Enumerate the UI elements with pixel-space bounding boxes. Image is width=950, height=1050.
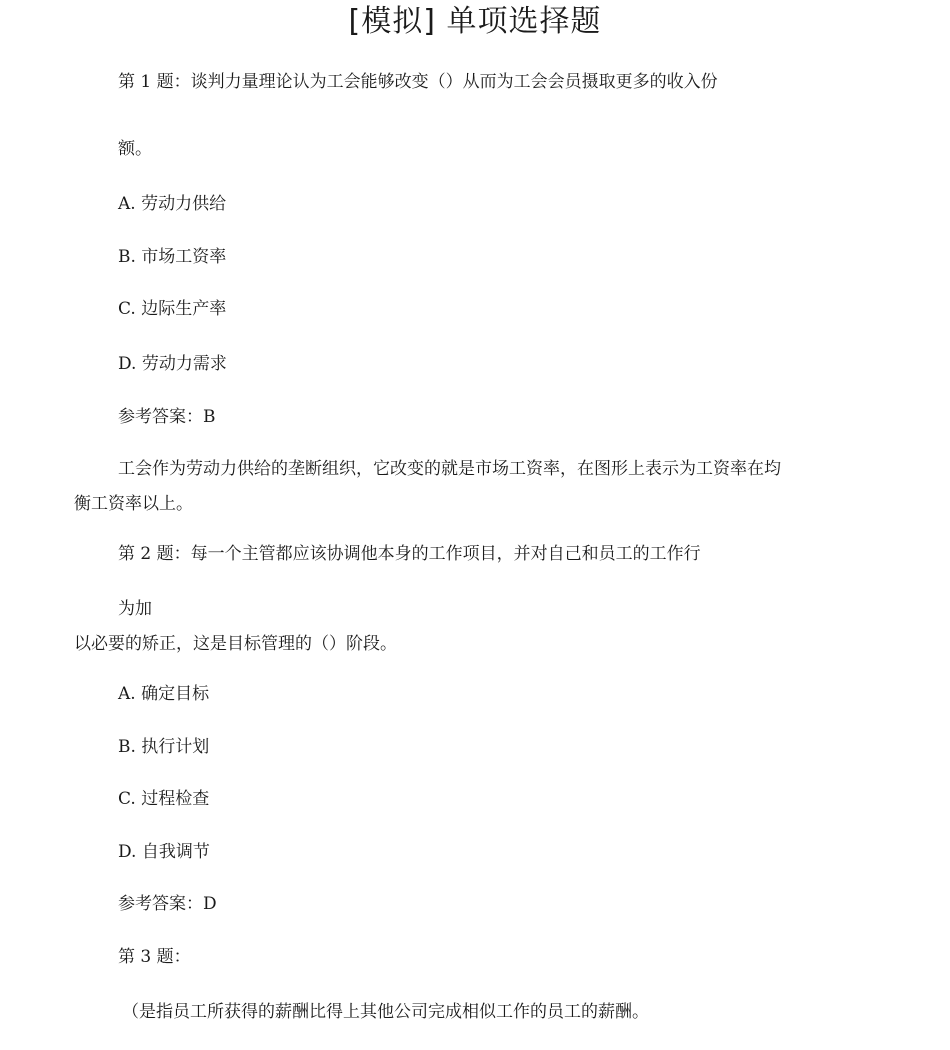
question-2-option-d: D. 自我调节 bbox=[118, 842, 210, 862]
question-1-stem-line-1: 第 1 题：谈判力量理论认为工会能够改变（）从而为工会会员摄取更多的收入份 bbox=[118, 72, 718, 92]
question-1-explanation-line-2: 衡工资率以上。 bbox=[74, 494, 193, 514]
answer-value: D bbox=[203, 894, 217, 914]
question-3-stem-line-2: （是指员工所获得的薪酬比得上其他公司完成相似工作的员工的薪酬。 bbox=[122, 1002, 649, 1022]
question-1-answer bbox=[118, 405, 216, 429]
question-1-option-b: B. 市场工资率 bbox=[118, 247, 227, 267]
question-1-option-a: A. 劳动力供给 bbox=[118, 194, 227, 214]
question-2-option-c: C. 过程检查 bbox=[118, 789, 210, 809]
answer-label: 参考答案： bbox=[118, 407, 203, 427]
question-2-stem-line-1: 第 2 题：每一个主管都应该协调他本身的工作项目，并对自己和员工的工作行 bbox=[118, 544, 701, 564]
page-title: [模拟] 单项选择题 bbox=[348, 4, 602, 39]
question-2-option-a: A. 确定目标 bbox=[118, 684, 210, 704]
question-1-option-d: D. 劳动力需求 bbox=[118, 354, 227, 374]
question-2-stem-line-2: 为加 bbox=[118, 599, 152, 619]
question-2-answer bbox=[118, 892, 217, 916]
answer-label: 参考答案： bbox=[118, 894, 203, 914]
question-1-stem-line-2: 额。 bbox=[118, 139, 152, 159]
question-2-option-b: B. 执行计划 bbox=[118, 737, 210, 757]
question-1-explanation-line-1: 工会作为劳动力供给的垄断组织，它改变的就是市场工资率，在图形上表示为工资率在均 bbox=[118, 459, 781, 479]
question-3-stem-line-1: 第 3 题： bbox=[118, 947, 191, 967]
question-1-option-c: C. 边际生产率 bbox=[118, 299, 227, 319]
answer-value: B bbox=[203, 407, 216, 427]
question-2-stem-line-3: 以必要的矫正，这是目标管理的（）阶段。 bbox=[74, 634, 397, 654]
